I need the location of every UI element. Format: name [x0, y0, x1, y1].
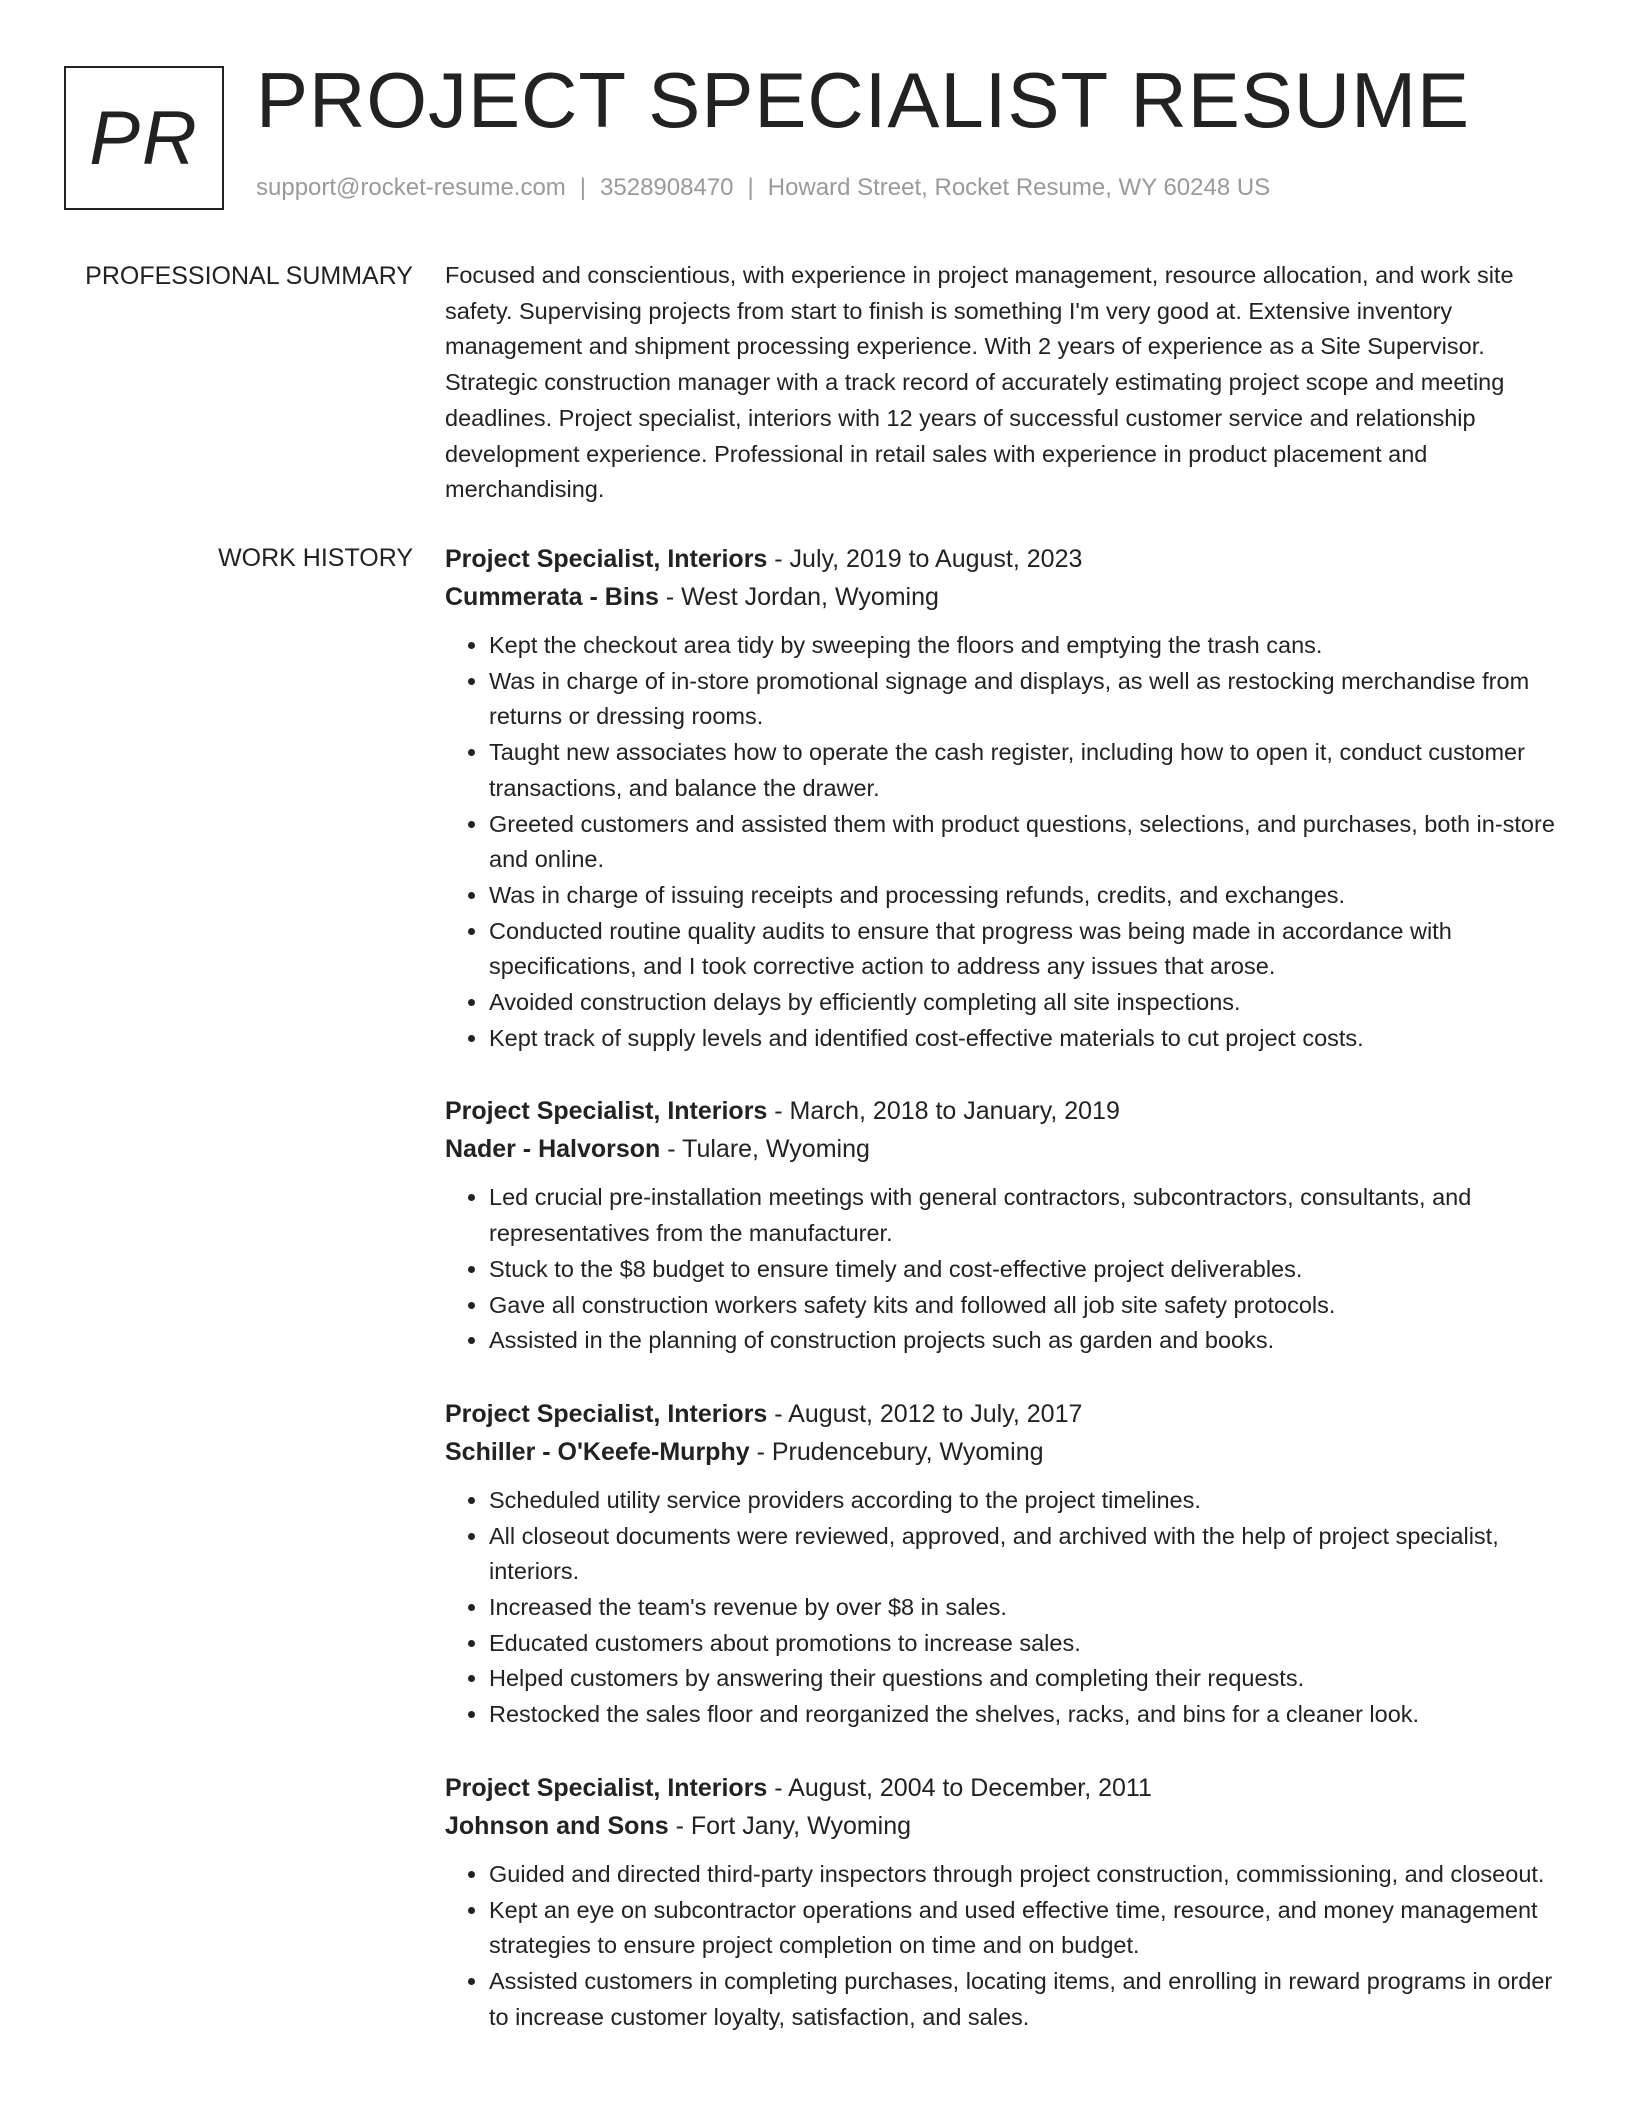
contact-email[interactable]: support@rocket-resume.com — [256, 174, 566, 201]
contact-phone[interactable]: 3528908470 — [600, 174, 734, 201]
monogram-logo: PR — [64, 66, 224, 210]
job-title-line — [445, 1395, 1567, 1433]
contact-separator: | — [579, 174, 587, 201]
contact-line — [256, 174, 1270, 202]
job-bullet: • Conducted routine quality audits to ensure that progress was being made in accordance with specifications, and I took corrective action to address any issues that arose. — [489, 914, 1567, 985]
job-bullet: • Avoided construction delays by efficiently completing all site inspections. — [489, 985, 1567, 1021]
summary-body — [445, 258, 1567, 508]
job-bullets — [445, 628, 1567, 1056]
job-bullet: • Assisted customers in completing purchases, locating items, and enrolling in reward programs in order to increase customer loyalty, satisfaction, and sales. — [489, 1964, 1567, 2035]
job-title-line — [445, 540, 1567, 578]
job-company: Schiller - O'Keefe-Murphy — [445, 1437, 750, 1466]
job-bullet: • Gave all construction workers safety kits and followed all job site safety protocols. — [489, 1288, 1567, 1324]
job-company: Cummerata - Bins — [445, 583, 659, 611]
job-title: Project Specialist, Interiors — [445, 1773, 768, 1802]
job-bullet: • Guided and directed third-party inspectors through project construction, commissioning, and closeout. — [489, 1857, 1567, 1893]
job-location: - Fort Jany, Wyoming — [668, 1811, 912, 1840]
job-bullet: • Restocked the sales floor and reorganized the shelves, racks, and bins for a cleaner look. — [489, 1697, 1567, 1733]
job-entry — [445, 1395, 1567, 1733]
resume-title: PROJECT SPECIALIST RESUME — [256, 56, 1471, 144]
job-location: - West Jordan, Wyoming — [658, 583, 939, 611]
job-bullet: • Assisted in the planning of construction projects such as garden and books. — [489, 1323, 1567, 1359]
job-bullet: • Increased the team's revenue by over $8 in sales. — [489, 1590, 1567, 1626]
job-bullet: • Scheduled utility service providers according to the project timelines. — [489, 1483, 1567, 1519]
job-company-line — [445, 1807, 1567, 1845]
job-bullet: • Educated customers about promotions to increase sales. — [489, 1626, 1567, 1662]
work-history-label: WORK HISTORY — [218, 544, 413, 572]
job-bullet: • Kept the checkout area tidy by sweeping the floors and emptying the trash cans. — [489, 628, 1567, 664]
job-bullets — [445, 1180, 1567, 1359]
job-location: - Tulare, Wyoming — [660, 1135, 870, 1164]
job-bullet: • Taught new associates how to operate the cash register, including how to open it, conduct customer transactions, and balance the drawer. — [489, 735, 1567, 806]
summary-text: Focused and conscientious, with experience in project management, resource allocation, and work site safety. Supervising projects from start to finish is something I'm very good at. Extensive inventory management and shipment processing experience. With 2 years of experience as a Site Supervisor. Strategic construction manager with a track record of accurately estimating project scope and meeting deadlines. Project specialist, interiors with 12 years of successful customer service and relationship development experience. Professional in retail sales with experience in product placement and merchandising. — [445, 262, 1514, 503]
job-bullet: • Led crucial pre-installation meetings with general contractors, subcontractors, consultants, and representatives from the manufacturer. — [489, 1180, 1567, 1251]
job-entry — [445, 1092, 1567, 1359]
job-dates: - March, 2018 to January, 2019 — [767, 1097, 1120, 1126]
job-bullet: • Kept an eye on subcontractor operations and used effective time, resource, and money management strategies to ensure project completion on time and on budget. — [489, 1893, 1567, 1964]
job-title: Project Specialist, Interiors — [445, 545, 768, 573]
job-title: Project Specialist, Interiors — [445, 1097, 768, 1126]
job-company: Johnson and Sons — [445, 1811, 669, 1840]
job-company-line — [445, 578, 1567, 616]
contact-address: Howard Street, Rocket Resume, WY 60248 US — [767, 174, 1271, 201]
job-company-line — [445, 1433, 1567, 1471]
job-dates: - August, 2012 to July, 2017 — [767, 1399, 1083, 1428]
job-bullet: • Helped customers by answering their questions and completing their requests. — [489, 1661, 1567, 1697]
job-bullet: • All closeout documents were reviewed, approved, and archived with the help of project specialist, interiors. — [489, 1519, 1567, 1590]
job-bullets — [445, 1483, 1567, 1733]
job-bullet: • Was in charge of issuing receipts and processing refunds, credits, and exchanges. — [489, 878, 1567, 914]
job-entry — [445, 540, 1567, 1056]
summary-label: PROFESSIONAL SUMMARY — [85, 262, 413, 290]
job-dates: - August, 2004 to December, 2011 — [767, 1773, 1152, 1802]
job-title-line — [445, 1092, 1567, 1130]
job-bullet: • Stuck to the $8 budget to ensure timely and cost-effective project deliverables. — [489, 1252, 1567, 1288]
job-location: - Prudencebury, Wyoming — [749, 1437, 1044, 1466]
job-title-line — [445, 1769, 1567, 1807]
job-bullet: • Kept track of supply levels and identified cost-effective materials to cut project costs. — [489, 1021, 1567, 1057]
job-company-line — [445, 1130, 1567, 1168]
job-entry — [445, 1769, 1567, 2036]
job-title: Project Specialist, Interiors — [445, 1399, 768, 1428]
job-dates: - July, 2019 to August, 2023 — [767, 545, 1083, 573]
job-bullet: • Greeted customers and assisted them with product questions, selections, and purchases, both in-store and online. — [489, 807, 1567, 878]
job-company: Nader - Halvorson — [445, 1135, 661, 1164]
work-history-body — [445, 540, 1567, 2035]
job-bullets — [445, 1857, 1567, 2036]
contact-separator: | — [747, 174, 754, 201]
job-bullet: • Was in charge of in-store promotional signage and displays, as well as restocking merchandise from returns or dressing rooms. — [489, 664, 1567, 735]
